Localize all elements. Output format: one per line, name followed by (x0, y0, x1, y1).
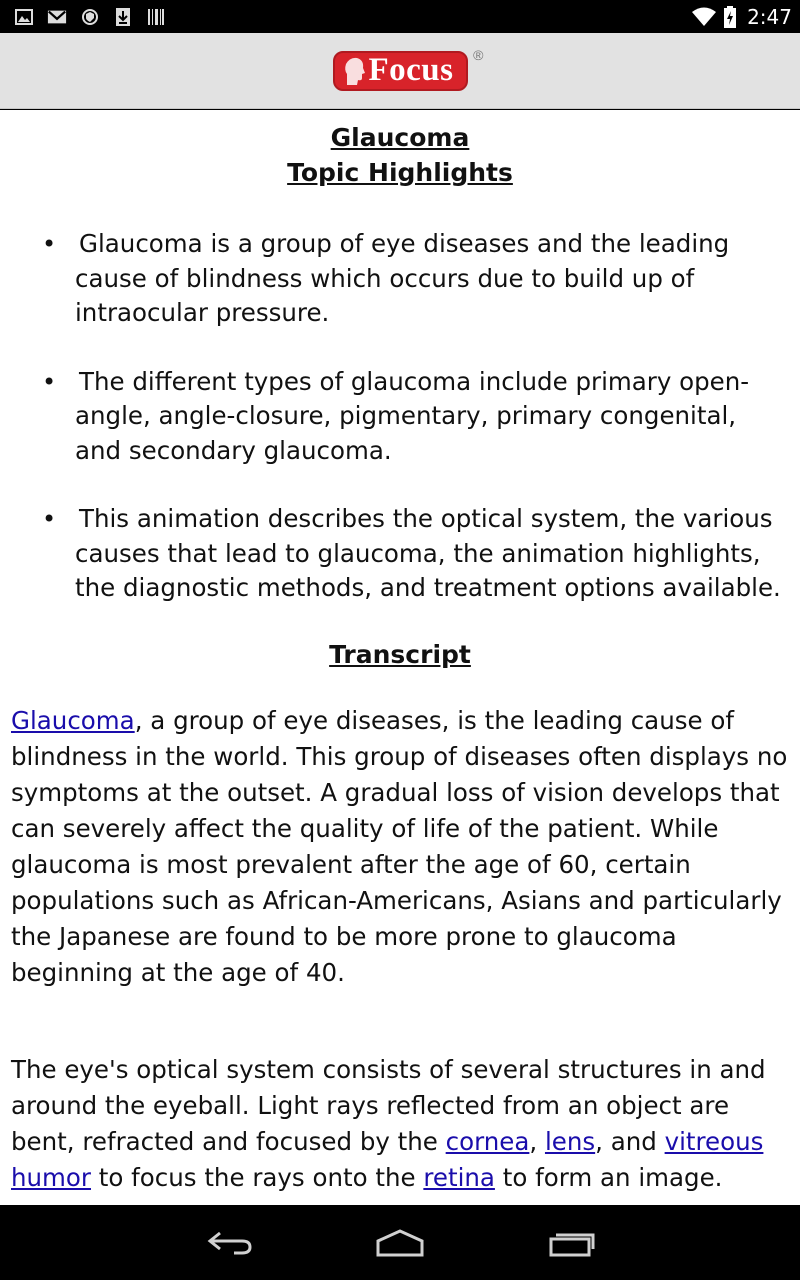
notification-icons (14, 7, 166, 27)
home-icon (374, 1228, 426, 1258)
status-bar (0, 0, 800, 33)
barcode-icon (146, 7, 166, 27)
highlight-text: • Glaucoma is a group of eye diseases and the leading cause of blindness which occurs due to build up of intraocular pressure. (75, 229, 730, 327)
image-icon (14, 7, 34, 27)
action-bar (0, 33, 800, 109)
highlight-text: • This animation describes the optical system, the various causes that lead to glaucoma, the animation highlights, the diagnostic methods, and treatment options available. (75, 504, 781, 602)
navigation-bar (0, 1205, 800, 1280)
article-headings (0, 120, 800, 190)
registered-mark: ® (473, 46, 484, 63)
highlights-list (0, 227, 800, 606)
paragraph-text: , a group of eye diseases, is the leading cause of blindness in the world. This group of diseases often displays no symptoms at the outset. A gradual loss of vision develops that can severely affect the quality of life of the patient. While glaucoma is most prevalent after the age of 60, certain populations such as African-Americans, Asians and particularly the Japanese are found to be more prone to glaucoma beginning at the age of 40. (11, 705, 788, 987)
cornea-link[interactable]: cornea (445, 1126, 530, 1156)
wifi-icon (691, 7, 717, 27)
back-button[interactable] (200, 1223, 260, 1263)
separator-text: , (529, 1126, 545, 1156)
system-icons (691, 5, 792, 29)
transcript-heading-wrap (0, 637, 800, 672)
list-item (0, 502, 800, 606)
head-silhouette-icon (343, 56, 365, 86)
list-item (0, 365, 800, 469)
logo-text: Focus (368, 52, 454, 88)
back-icon (206, 1229, 254, 1257)
article-subtitle: Topic Highlights (287, 158, 513, 187)
glaucoma-link[interactable]: Glaucoma (11, 705, 135, 735)
transcript-paragraph-1 (0, 703, 800, 991)
focus-logo (333, 46, 484, 91)
shield-icon (80, 7, 100, 27)
paragraph-text: to form an image. (494, 1162, 723, 1192)
list-item (0, 227, 800, 331)
clock: 2:47 (747, 4, 792, 29)
paragraph-text: The eye's optical system consists of several structures in and around the eyeball. Light rays reflected from an object are bent, refracted and focused by the (11, 1054, 766, 1156)
home-button[interactable] (370, 1223, 430, 1263)
transcript-heading: Transcript (329, 639, 471, 669)
lens-link[interactable]: lens (544, 1126, 596, 1156)
highlight-text: • The different types of glaucoma include primary open-angle, angle-closure, pigmentary, primary congenital, and secondary glaucoma. (75, 366, 750, 465)
recents-icon (547, 1229, 597, 1257)
gmail-icon (47, 7, 67, 27)
article-content (0, 110, 800, 1205)
separator-text: , and (595, 1126, 665, 1156)
article-title: Glaucoma (330, 123, 470, 152)
transcript-paragraph-2 (0, 1052, 800, 1196)
paragraph-text: to focus the rays onto the (90, 1162, 424, 1192)
download-icon (113, 7, 133, 27)
vitreous-humor-link[interactable]: vitreous humor (11, 1126, 764, 1192)
recents-button[interactable] (542, 1223, 602, 1263)
retina-link[interactable]: retina (423, 1162, 495, 1192)
battery-icon (723, 7, 737, 27)
